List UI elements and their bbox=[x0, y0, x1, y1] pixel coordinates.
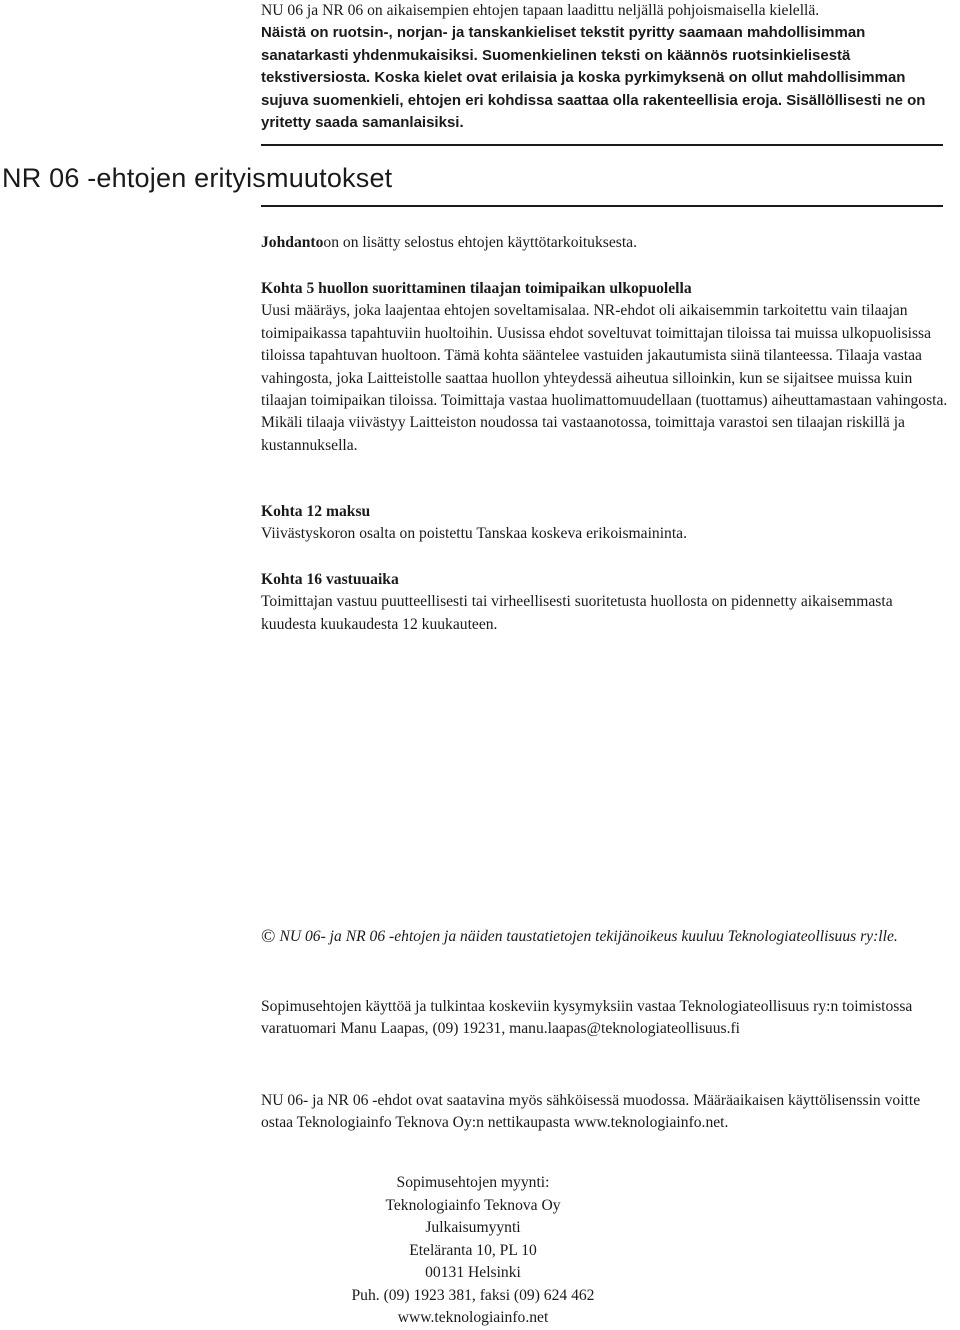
section-heading: NR 06 -ehtojen erityismuutokset bbox=[2, 163, 393, 193]
intro-line: NU 06 ja NR 06 on aikaisempien ehtojen tapaan laadittu neljällä pohjoismaisella kielellä. bbox=[261, 2, 820, 19]
copyright-icon: © bbox=[261, 926, 276, 947]
change-title: Kohta 16 vastuuaika bbox=[261, 571, 399, 588]
sales-line: Sopimusehtojen myynti: bbox=[396, 1174, 550, 1191]
change-item-kohta-12 bbox=[261, 501, 951, 546]
change-text: Viivästyskoron osalta on poistettu Tanskaa koskeva erikoismaininta. bbox=[261, 525, 688, 543]
heading-bottom-rule bbox=[261, 205, 943, 207]
sales-line: Eteläranta 10, PL 10 bbox=[409, 1241, 537, 1259]
change-text: Uusi määräys, joka laajentaa ehtojen soveltamisalaa. NR-ehdot oli aikaisemmin tarkoitettu vain tilaajan toimipaikassa tapahtuviin huoltoihin. Uusissa ehdot soveltuvat toimittajan tiloissa tai muissa ulkopuolisissa tiloissa tapahtuvan huoltoon. Tämä kohta sääntelee vastuiden jakautumista siinä tilanteessa. Tilaaja vastaa vahingosta, joka Laitteistolle saattaa huollon yhteydessä aiheutua silloinkin, kun se sijaitsee muissa kuin tilaajan toimipaikan tiloissa. Toimittaja vastaa huolimattomuudellaan (tuottamus) aiheuttamastaan vahingosta. bbox=[261, 302, 948, 410]
copyright-text: NU 06- ja NR 06 -ehtojen ja näiden taustatietojen tekijänoikeus kuuluu Teknologiateollisuus ry:lle. bbox=[279, 928, 898, 945]
electronic-paragraph bbox=[261, 1090, 951, 1135]
change-item-kohta-16 bbox=[261, 569, 951, 636]
sales-address-block bbox=[310, 1172, 636, 1330]
johdanto-label: Johdanto bbox=[261, 234, 324, 251]
heading-top-rule bbox=[261, 144, 943, 146]
contact-text: Sopimusehtojen käyttöä ja tulkintaa koskeviin kysymyksiin vastaa Teknologiateollisuus ry:n toimistossa varatuomari Manu Laapas, (09) 19231, manu.laapas@teknologiateollisuus.fi bbox=[261, 998, 913, 1038]
copyright-notice bbox=[261, 926, 951, 948]
sales-line: 00131 Helsinki bbox=[425, 1264, 521, 1281]
contact-paragraph bbox=[261, 996, 960, 1041]
change-text: Toimittajan vastuu puutteellisesti tai virheellisesti suoritetusta huollosta on pidennetty aikaisemmasta kuudesta kuukaudesta 12 kuukauteen. bbox=[261, 593, 893, 633]
sales-line: www.teknologiainfo.net bbox=[397, 1309, 549, 1326]
sales-line: Julkaisumyynti bbox=[425, 1219, 521, 1236]
johdanto-paragraph bbox=[261, 232, 951, 254]
electronic-text: NU 06- ja NR 06 -ehdot ovat saatavina myös sähköisessä muodossa. Määräaikaisen käyttölisenssin voitte ostaa Teknologiainfo Teknova Oy:n nettikaupasta www.teknologiainfo.net. bbox=[261, 1092, 921, 1132]
sales-line: Teknologiainfo Teknova Oy bbox=[385, 1196, 561, 1214]
intro-block bbox=[261, 0, 951, 135]
change-text-2: Mikäli tilaaja viivästyy Laitteiston noudossa tai vastaanotossa, toimittaja varastoi sen tilaajan riskillä ja kustannuksella. bbox=[261, 414, 905, 454]
sales-line: Puh. (09) 1923 381, faksi (09) 624 462 bbox=[351, 1286, 595, 1304]
change-item-kohta-5 bbox=[261, 278, 951, 457]
intro-bold-text: Näistä on ruotsin-, norjan- ja tanskankieliset tekstit pyritty saamaan mahdollisimman sanatarkasti yhdenmukaisiksi. Suomenkielinen teksti on käännös ruotsinkielisestä tekstiversiosta. Koska kielet ovat erilaisia ja koska pyrkimyksenä on ollut mahdollisimman sujuva suomenkieli, ehtojen eri kohdissa saattaa olla rakenteellisia eroja. Sisällöllisesti ne on yritetty saada samanlaisiksi. bbox=[261, 24, 926, 132]
johdanto-text: on on lisätty selostus ehtojen käyttötarkoituksesta. bbox=[323, 234, 637, 251]
change-title: Kohta 5 huollon suorittaminen tilaajan toimipaikan ulkopuolella bbox=[261, 280, 692, 297]
change-title: Kohta 12 maksu bbox=[261, 503, 371, 520]
